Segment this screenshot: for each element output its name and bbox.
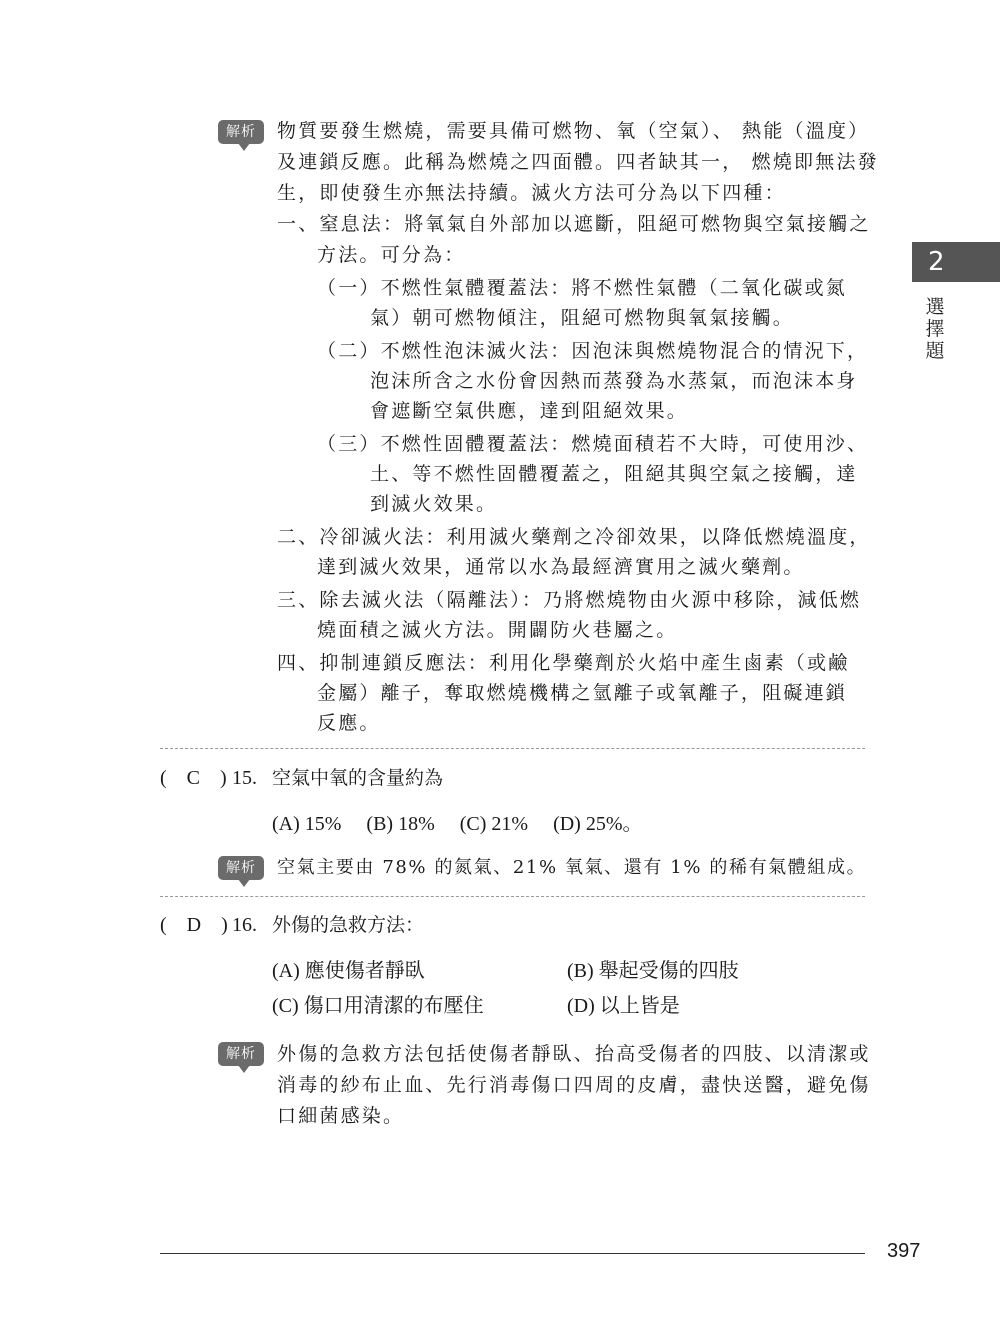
chapter-title-char: 選 bbox=[925, 296, 945, 318]
explanation-line: 反應。 bbox=[317, 712, 381, 734]
explanation-line: 氣）朝可燃物傾注，阻絕可燃物與氧氣接觸。 bbox=[370, 307, 795, 329]
chapter-title-char: 題 bbox=[925, 340, 945, 362]
explanation-line: 泡沫所含之水份會因熱而蒸發為水蒸氣，而泡沫本身 bbox=[370, 370, 858, 392]
explanation-line: 會遮斷空氣供應，達到阻絕效果。 bbox=[370, 400, 689, 422]
explanation-line: （二）不燃性泡沫滅火法：因泡沫與燃燒物混合的情況下， bbox=[317, 340, 869, 362]
explanation-line: 物質要發生燃燒，需要具備可燃物、氧（空氣）、 熱能（溫度） bbox=[277, 120, 870, 142]
explanation-line: 四、抑制連鎖反應法：利用化學藥劑於火焰中產生鹵素（或鹼 bbox=[277, 652, 850, 674]
q15-options: (A) 15% (B) 18% (C) 21% (D) 25%。 bbox=[272, 813, 643, 835]
explanation-line: 生，即使發生亦無法持續。滅火方法可分為以下四種： bbox=[277, 182, 786, 204]
q15-number: 15. bbox=[232, 767, 257, 789]
q15-explanation: 空氣主要由 78% 的氮氣、21% 氧氣、還有 1% 的稀有氣體組成。 bbox=[277, 857, 867, 878]
q16-answer: ( D ) bbox=[160, 914, 228, 936]
explanation-line: 一、窒息法：將氧氣自外部加以遮斷，阻絕可燃物與空氣接觸之 bbox=[277, 213, 871, 235]
q16-question: 外傷的急救方法： bbox=[272, 914, 425, 936]
dashed-divider bbox=[160, 748, 865, 749]
explanation-line: 到滅火效果。 bbox=[370, 493, 498, 515]
page-number: 397 bbox=[887, 1240, 921, 1262]
q16-option-a: (A) 應使傷者靜臥 bbox=[272, 960, 425, 982]
explanation-line: 金屬）離子，奪取燃燒機構之氫離子或氧離子，阻礙連鎖 bbox=[317, 682, 848, 704]
explanation-badge: 解析 bbox=[218, 1042, 264, 1066]
q16-explanation-line: 消毒的紗布止血、先行消毒傷口四周的皮膚，盡快送醫，避免傷 bbox=[277, 1074, 871, 1096]
explanation-line: （一）不燃性氣體覆蓋法：將不燃性氣體（二氧化碳或氮 bbox=[317, 277, 848, 299]
chapter-tab: 2 bbox=[912, 242, 1000, 282]
explanation-line: 三、除去滅火法（隔離法）：乃將燃燒物由火源中移除，減低燃 bbox=[277, 589, 862, 611]
q16-option-c: (C) 傷口用清潔的布壓住 bbox=[272, 995, 484, 1017]
explanation-line: 二、冷卻滅火法：利用滅火藥劑之冷卻效果，以降低燃燒溫度， bbox=[277, 526, 871, 548]
explanation-line: 土、等不燃性固體覆蓋之，阻絕其與空氣之接觸，達 bbox=[370, 463, 858, 485]
q16-explanation-line: 外傷的急救方法包括使傷者靜臥、抬高受傷者的四肢、以清潔或 bbox=[277, 1043, 871, 1065]
explanation-line: 達到滅火效果，通常以水為最經濟實用之滅火藥劑。 bbox=[317, 556, 805, 578]
explanation-line: 燒面積之滅火方法。開闢防火巷屬之。 bbox=[317, 619, 678, 641]
explanation-line: 方法。可分為： bbox=[317, 244, 466, 266]
footer-rule bbox=[160, 1253, 865, 1254]
q16-number: 16. bbox=[232, 914, 257, 936]
chapter-title-char: 擇 bbox=[925, 318, 945, 340]
explanation-line: 及連鎖反應。此稱為燃燒之四面體。四者缺其一， 燃燒即無法發 bbox=[277, 151, 879, 173]
explanation-badge: 解析 bbox=[218, 856, 264, 880]
q16-option-b: (B) 舉起受傷的四肢 bbox=[567, 960, 739, 982]
explanation-line: （三）不燃性固體覆蓋法：燃燒面積若不大時，可使用沙、 bbox=[317, 433, 869, 455]
dashed-divider bbox=[160, 896, 865, 897]
chapter-title bbox=[924, 296, 946, 362]
q16-explanation-line: 口細菌感染。 bbox=[277, 1105, 405, 1127]
q15-question: 空氣中氧的含量約為 bbox=[272, 767, 444, 789]
q16-option-d: (D) 以上皆是 bbox=[567, 995, 680, 1017]
explanation-badge: 解析 bbox=[218, 120, 264, 144]
q15-answer: ( C ) bbox=[160, 767, 227, 789]
